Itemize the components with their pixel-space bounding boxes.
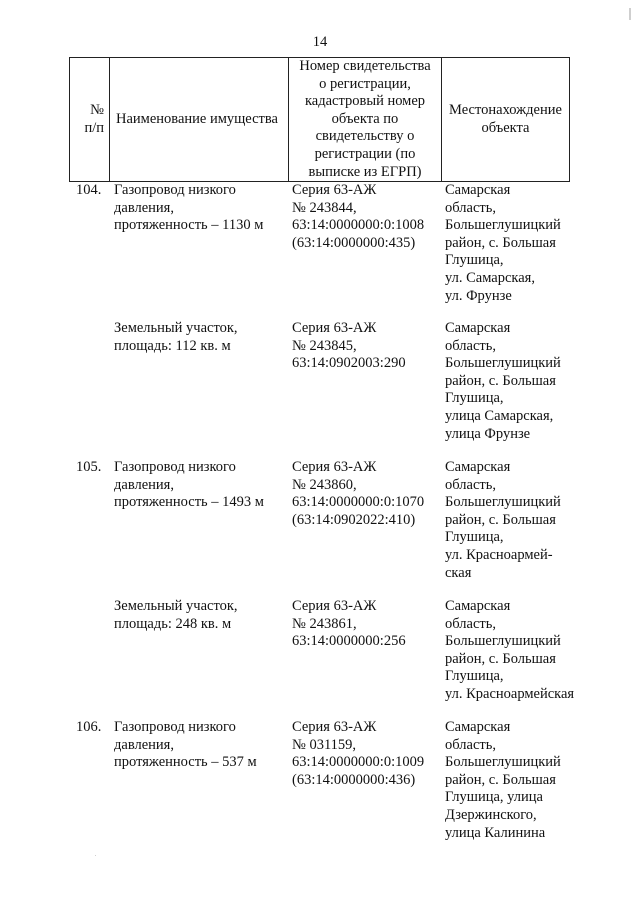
property-name: Газопровод низкого давления, протяженность – 537 м — [114, 719, 257, 771]
property-name: Газопровод низкого давления, протяженность – 1130 м — [114, 182, 264, 234]
page-number: 14 — [312, 34, 328, 50]
property-location: Самарская область, Большеглушицкий район, с. Большая Глушица, ул. Красноармейская — [445, 598, 575, 702]
row-number: 106. — [76, 719, 102, 735]
row-number: 104. — [76, 182, 102, 198]
table-header — [69, 57, 570, 182]
property-name: Земельный участок, площадь: 112 кв. м — [114, 320, 238, 354]
header-location: Местонахождение объекта — [442, 58, 570, 182]
registration-number: Серия 63-АЖ № 243844, 63:14:0000000:0:1008 (63:14:0000000:435) — [292, 182, 425, 251]
property-location: Самарская область, Большеглушицкий район, с. Большая Глушица, ул. Красноармей- ская — [445, 459, 561, 581]
row-number: 105. — [76, 459, 102, 475]
header-number: № п/п — [70, 58, 110, 182]
property-name: Газопровод низкого давления, протяженность – 1493 м — [114, 459, 264, 511]
registration-number: Серия 63-АЖ № 243860, 63:14:0000000:0:1070 (63:14:0902022:410) — [292, 459, 425, 528]
property-location: Самарская область, Большеглушицкий район, с. Большая Глушица, ул. Самарская, ул. Фрунзе — [445, 182, 561, 304]
scan-mark — [95, 855, 96, 856]
property-name: Земельный участок, площадь: 248 кв. м — [114, 598, 238, 632]
registration-number: Серия 63-АЖ № 031159, 63:14:0000000:0:1009 (63:14:0000000:436) — [292, 719, 425, 788]
header-registration: Номер свидетельства о регистрации, кадастровый номер объекта по свидетельству о регистрации (по выписке из ЕГРП) — [289, 58, 442, 182]
property-location: Самарская область, Большеглушицкий район, с. Большая Глушица, улица Самарская, улица Фрунзе — [445, 320, 561, 442]
scan-mark — [629, 8, 631, 20]
registration-number: Серия 63-АЖ № 243861, 63:14:0000000:256 — [292, 598, 406, 650]
registration-number: Серия 63-АЖ № 243845, 63:14:0902003:290 — [292, 320, 406, 372]
header-property-name: Наименование имущества — [110, 58, 289, 182]
property-location: Самарская область, Большеглушицкий район, с. Большая Глушица, улица Дзержинского, улица Калинина — [445, 719, 561, 841]
